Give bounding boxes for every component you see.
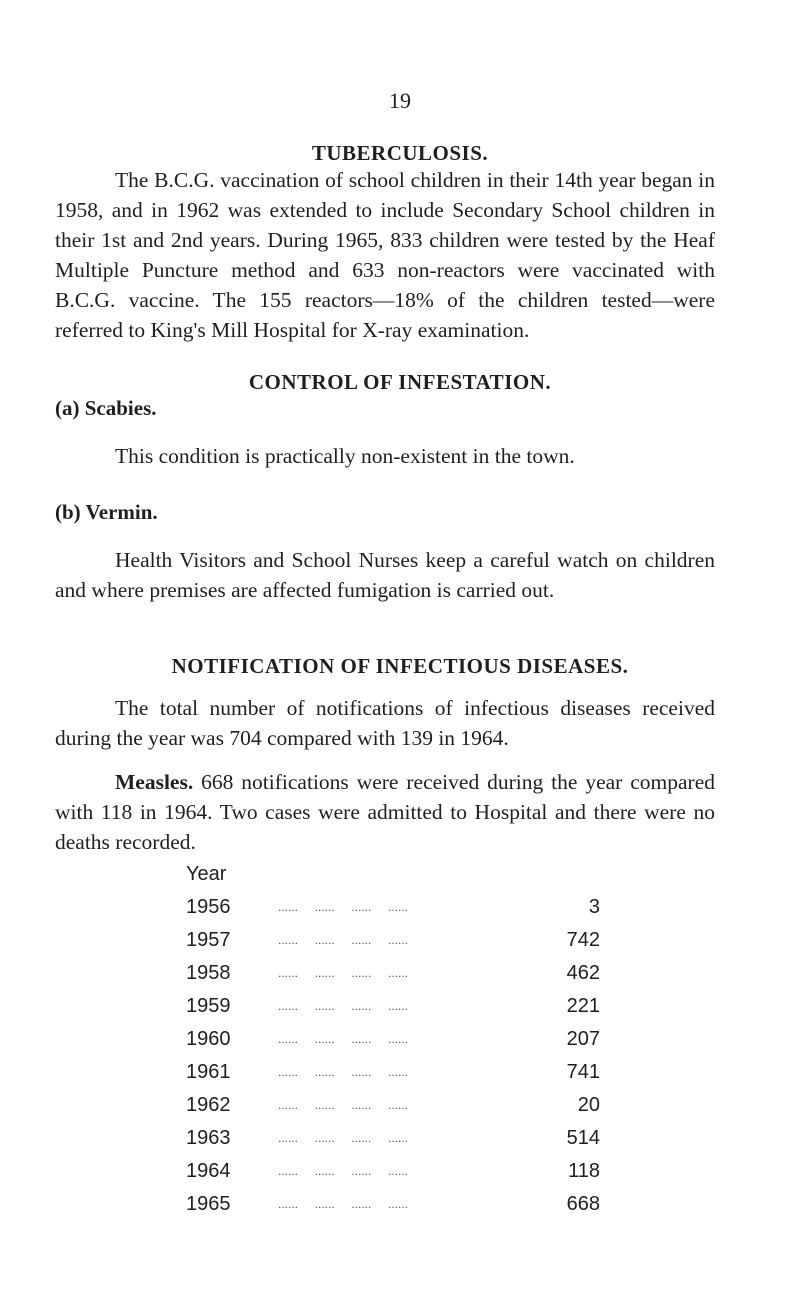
dot-leader: ...... ...... ...... ...... [278, 933, 409, 947]
notification-heading: NOTIFICATION OF INFECTIOUS DISEASES. [171, 654, 629, 678]
table-row [186, 924, 600, 957]
row-value: 462 [566, 962, 600, 984]
row-year: 1963 [186, 1127, 231, 1149]
dot-leader: ...... ...... ...... ...... [278, 966, 409, 980]
table-row [186, 1056, 600, 1089]
measles-table [186, 857, 600, 1221]
dot-leader: ...... ...... ...... ...... [278, 1098, 409, 1112]
row-value: 221 [566, 995, 600, 1017]
table-row [186, 957, 600, 990]
row-year: 1961 [186, 1061, 231, 1083]
page-number: 19 [389, 88, 411, 113]
dot-leader: ...... ...... ...... ...... [278, 1197, 409, 1211]
tuberculosis-heading: TUBERCULOSIS. [311, 141, 489, 165]
row-year: 1958 [186, 962, 231, 984]
table-row [186, 990, 600, 1023]
dot-leader: ...... ...... ...... ...... [278, 1065, 409, 1079]
infestation-heading: CONTROL OF INFESTATION. [248, 370, 552, 394]
row-value: 3 [588, 896, 600, 918]
scabies-marker: (a) [55, 396, 80, 420]
vermin-marker: (b) [55, 500, 81, 524]
row-value: 741 [566, 1061, 600, 1083]
scabies-subheading [55, 396, 157, 421]
row-value: 207 [566, 1028, 600, 1050]
vermin-text: Health Visitors and School Nurses keep a careful watch on children and where premises are affected fumigation is carried out. [55, 548, 715, 602]
row-year: 1956 [186, 896, 231, 918]
scabies-title: Scabies. [84, 396, 157, 420]
tuberculosis-paragraph: The B.C.G. vaccination of school children in their 14th year began in 1958, and in 1962 was extended to include Secondary School children in their 1st and 2nd years. During 1965, 833 children were tested by the Heaf Multiple Puncture method and 633 non-reactors were vaccinated with B.C.G. vaccine. The 155 reactors—18% of the children tested—were referred to King's Mill Hospital for X-ray examination. [55, 168, 715, 342]
row-value: 668 [566, 1193, 600, 1215]
table-row [186, 1089, 600, 1122]
table-row [186, 891, 600, 924]
table-header-year: Year [186, 863, 227, 885]
row-value: 742 [566, 929, 600, 951]
scabies-text: This condition is practically non-existent in the town. [115, 444, 575, 468]
table-row [186, 1122, 600, 1155]
dot-leader: ...... ...... ...... ...... [278, 1131, 409, 1145]
dot-leader: ...... ...... ...... ...... [278, 1032, 409, 1046]
row-value: 514 [566, 1127, 600, 1149]
row-year: 1960 [186, 1028, 231, 1050]
notification-paragraph: The total number of notifications of infectious diseases received during the year was 704 compared with 139 in 1964. [55, 696, 715, 750]
row-value: 118 [568, 1160, 600, 1182]
table-row [186, 1188, 600, 1221]
vermin-subheading [55, 500, 158, 525]
row-year: 1959 [186, 995, 231, 1017]
row-year: 1965 [186, 1193, 231, 1215]
row-value: 20 [577, 1094, 600, 1116]
measles-paragraph [55, 767, 715, 857]
table-row [186, 1023, 600, 1056]
dot-leader: ...... ...... ...... ...... [278, 1164, 409, 1178]
dot-leader: ...... ...... ...... ...... [278, 900, 409, 914]
table-row [186, 1155, 600, 1188]
measles-text: 668 notifications were received during the year compared with 118 in 1964. Two cases were admitted to Hospital and there were no deaths recorded. [55, 770, 715, 854]
row-year: 1962 [186, 1094, 231, 1116]
vermin-title: Vermin. [85, 500, 158, 524]
dot-leader: ...... ...... ...... ...... [278, 999, 409, 1013]
row-year: 1957 [186, 929, 231, 951]
measles-lead: Measles. [115, 770, 194, 794]
row-year: 1964 [186, 1160, 231, 1182]
